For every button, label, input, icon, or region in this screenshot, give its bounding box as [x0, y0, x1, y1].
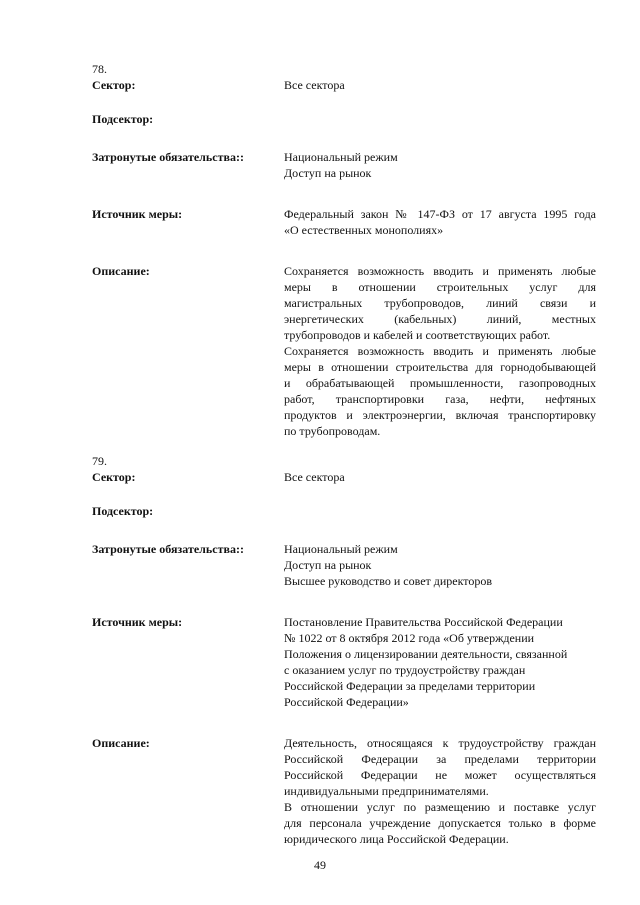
source-value [284, 614, 596, 710]
entry-number: 79. [92, 454, 107, 468]
obligations-value [284, 541, 596, 589]
source-value [284, 206, 596, 238]
obligation-item: Национальный режим [284, 150, 398, 164]
description-line: Сохраняется возможность вводить и применять любые [284, 344, 596, 358]
source-line: Постановление Правительства Российской Федерации [284, 615, 563, 629]
source-line: «О естественных монополиях» [284, 223, 444, 237]
description-line: и обрабатывающей промышленности, газопроводных [284, 376, 596, 390]
description-line: юридического лица Российской Федерации. [284, 832, 509, 846]
description-line: трубопроводов и кабелей и соответствующих работ. [284, 328, 551, 342]
description-line: В отношении услуг по размещению и поставке услуг [284, 800, 596, 814]
source-line: Российской Федерации» [284, 695, 409, 709]
description-line: Российской Федерации за пределами территории [284, 752, 596, 766]
page-number: 49 [314, 858, 326, 872]
description-line: энергетических (кабельных) линий, местных [284, 312, 596, 326]
sector-row [92, 469, 596, 485]
source-label: Источник меры: [92, 207, 183, 221]
obligation-item: Доступ на рынок [284, 166, 372, 180]
source-row [92, 614, 596, 710]
source-line: Российской Федерации за пределами территории [284, 679, 536, 693]
description-row [92, 263, 596, 439]
subsector-label: Подсектор: [92, 504, 154, 518]
description-line: магистральных трубопроводов, линий связи и [284, 296, 596, 310]
entry-79 [92, 453, 596, 847]
description-line: для персонала учреждение допускается только в форме [284, 816, 596, 830]
description-line: работ, транспортировки газа, нефти, нефтяных [284, 392, 596, 406]
description-line: индивидуальными предпринимателями. [284, 784, 489, 798]
obligation-item: Национальный режим [284, 542, 398, 556]
obligations-row [92, 541, 596, 589]
sector-label: Сектор: [92, 78, 136, 92]
description-value [284, 735, 596, 847]
source-line: с оказанием услуг по трудоустройству граждан [284, 663, 526, 677]
source-line: Федеральный закон № 147-ФЗ от 17 августа 1995 года [284, 207, 596, 221]
subsector-row [92, 503, 596, 519]
obligation-item: Высшее руководство и совет директоров [284, 574, 493, 588]
obligations-label: Затронутые обязательства:: [92, 542, 244, 556]
sector-value [284, 77, 596, 93]
subsector-label: Подсектор: [92, 112, 154, 126]
source-line: № 1022 от 8 октября 2012 года «Об утверждении [284, 631, 535, 645]
description-line: Российской Федерации не может осуществляться [284, 768, 596, 782]
source-label: Источник меры: [92, 615, 183, 629]
entry-78 [92, 61, 596, 439]
obligations-label: Затронутые обязательства:: [92, 150, 244, 164]
description-value [284, 263, 596, 439]
description-row [92, 735, 596, 847]
description-line: Деятельность, относящаяся к трудоустройству граждан [284, 736, 596, 750]
sector-row [92, 77, 596, 93]
source-row [92, 206, 596, 238]
source-line: Положения о лицензировании деятельности, связанной [284, 647, 568, 661]
sector-value [284, 469, 596, 485]
sector-value-text: Все сектора [284, 78, 345, 92]
obligations-value [284, 149, 596, 181]
obligations-row [92, 149, 596, 181]
description-line: меры в отношении строительства для горнодобывающей [284, 360, 596, 374]
description-line: продуктов и электроэнергии, включая транспортировку [284, 408, 596, 422]
sector-label: Сектор: [92, 470, 136, 484]
description-line: меры в отношении строительных услуг для [284, 280, 596, 294]
description-label: Описание: [92, 264, 150, 278]
description-label: Описание: [92, 736, 150, 750]
sector-value-text: Все сектора [284, 470, 345, 484]
entry-number: 78. [92, 62, 107, 76]
description-line: по трубопроводам. [284, 424, 381, 438]
description-line: Сохраняется возможность вводить и применять любые [284, 264, 596, 278]
subsector-row [92, 111, 596, 127]
obligation-item: Доступ на рынок [284, 558, 372, 572]
